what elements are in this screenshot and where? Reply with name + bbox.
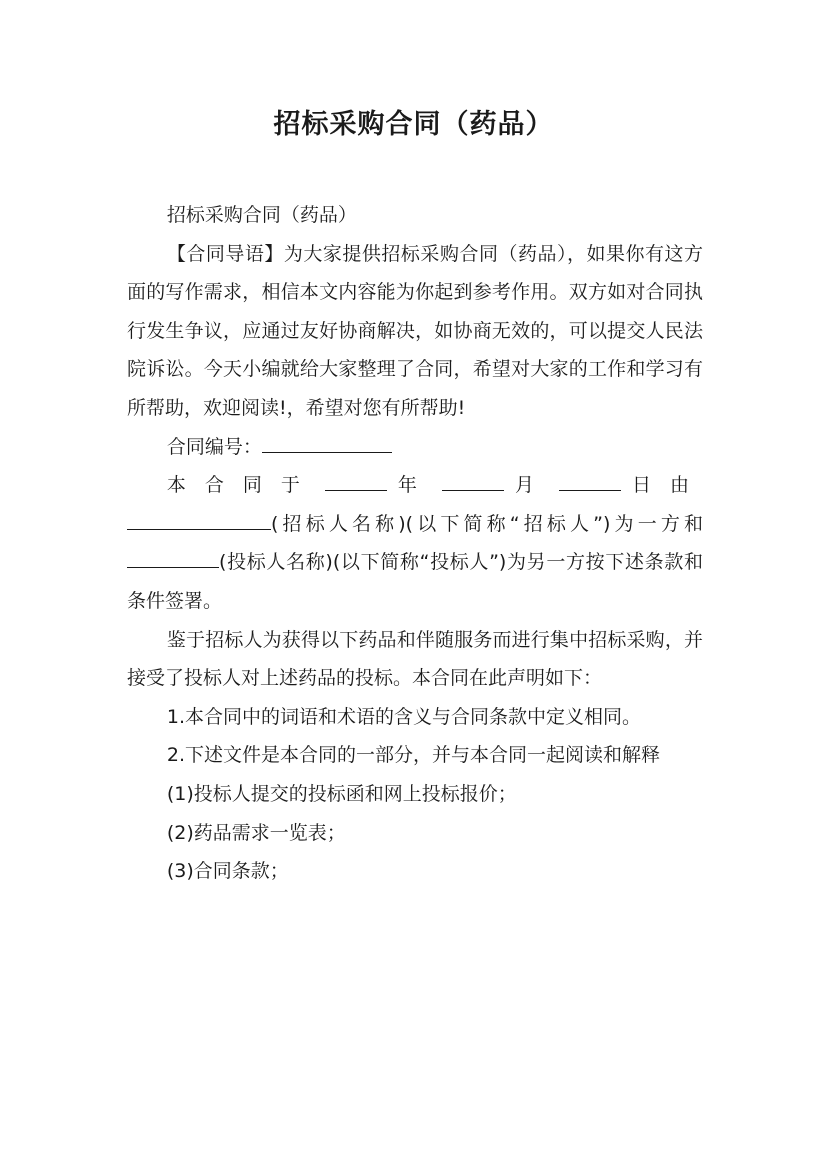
sign-date-year-label: 年 xyxy=(392,474,436,497)
list-item-2: (2)药品需求一览表； xyxy=(166,821,346,844)
intro-paragraph: 【合同导语】为大家提供招标采购合同（药品），如果你有这方面的写作需求，相信本文内容能为你起到参考作用。双方如对合同执行发生争议，应通过友好协商解决，如协商无效的，可以提交人民法院诉讼。今天小编就给大家整理了合同，希望对大家的工作和学习有所帮助，欢迎阅读!，希望对您有所帮助! xyxy=(127,242,703,419)
subtitle-paragraph: 招标采购合同（药品） xyxy=(166,204,357,226)
list-item-3: (3)合同条款； xyxy=(166,860,289,883)
clause-1: 1.本合同中的词语和术语的含义与合同条款中定义相同。 xyxy=(166,705,642,728)
day-blank xyxy=(559,470,621,491)
contract-number-label: 合同编号： xyxy=(166,435,262,458)
list-item-1: (1)投标人提交的投标函和网上投标报价； xyxy=(166,782,517,805)
sign-date-prefix: 本合同于 xyxy=(166,474,319,497)
party-b-prefix: 和 xyxy=(683,512,703,535)
document-title: 招标采购合同（药品） xyxy=(273,109,554,140)
sign-date-month-label: 月 xyxy=(509,474,553,497)
clause-2: 2.下述文件是本合同的一部分，并与本合同一起阅读和解释 xyxy=(166,744,661,767)
bidder-name-blank xyxy=(127,547,219,568)
year-blank xyxy=(325,470,387,491)
month-blank xyxy=(442,470,504,491)
party-b-text: (投标人名称)(以下简称“投标人”)为另一方按下述条款和条件签署。 xyxy=(127,551,703,612)
document-body xyxy=(127,196,703,891)
signing-paragraph xyxy=(127,466,703,620)
contract-number-blank xyxy=(262,432,392,453)
tenderer-name-blank xyxy=(127,509,271,530)
contract-number-paragraph xyxy=(127,428,703,467)
sign-date-day-label: 日由 xyxy=(626,474,703,497)
party-a-text: (招标人名称)(以下简称“招标人”)为一方 xyxy=(271,512,684,535)
whereas-paragraph: 鉴于招标人为获得以下药品和伴随服务而进行集中招标采购，并接受了投标人对上述药品的投标。本合同在此声明如下： xyxy=(127,628,703,690)
